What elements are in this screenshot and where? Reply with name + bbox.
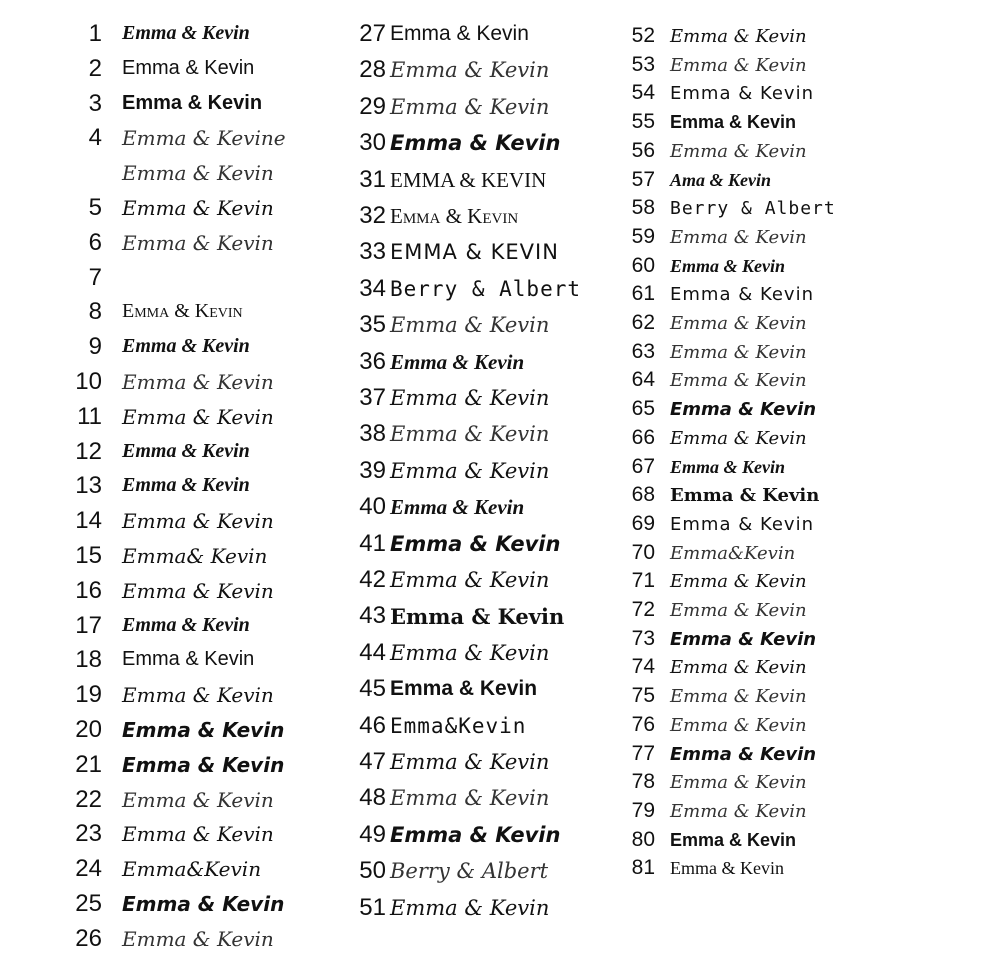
sample-text: Emma & Kevin xyxy=(670,829,797,850)
sample-text: EMMA & KEVIN xyxy=(390,167,547,192)
sample-text: Emma & Kevin xyxy=(390,568,550,592)
sample-text: Emma & Kevin xyxy=(670,140,807,162)
sample-text: Emma & Kevin xyxy=(122,578,274,603)
sample-number: 13 xyxy=(75,472,102,500)
sample-text: Emma & Kevin xyxy=(390,895,550,920)
sample-text: Emma & Kevin xyxy=(390,422,550,447)
sample-text: Emma & Kevin xyxy=(122,509,274,534)
sample-text: Emma & Kevin xyxy=(390,822,561,847)
sample-text: Emma & Kevin xyxy=(390,458,550,483)
sample-number: 67 xyxy=(631,454,655,478)
sample-text: Emma & Kevin xyxy=(122,787,274,812)
sample-text: Emma & Kevin xyxy=(390,22,529,45)
sample-text: Emma & Kevin xyxy=(122,300,243,323)
sample-text: Emma & Kevin xyxy=(390,204,519,228)
sample-number: 21 xyxy=(75,750,102,778)
sample-number: 14 xyxy=(75,507,102,535)
sample-text: Emma&Kevin xyxy=(670,542,796,564)
sample-text: Emma & Kevin xyxy=(390,495,525,520)
sample-text: Berry & Albert xyxy=(670,198,836,220)
sample-text: Emma & Kevin xyxy=(122,683,274,708)
sample-number: 58 xyxy=(631,196,655,220)
sample-number: 51 xyxy=(359,893,386,921)
sample-number: 63 xyxy=(631,339,655,363)
sample-number: 64 xyxy=(631,368,655,392)
sample-number: 3 xyxy=(88,89,102,117)
sample-text: Emma & Kevin xyxy=(122,56,255,79)
sample-number: 11 xyxy=(77,402,102,430)
sample-number: 49 xyxy=(359,820,386,848)
sample-text: Emma & Kevin xyxy=(390,677,538,701)
sample-number: 59 xyxy=(631,224,655,248)
sample-text: Emma & Kevin xyxy=(670,370,807,392)
sample-text: Emma & Kevin xyxy=(390,58,550,83)
sample-text: Emma & Kevin xyxy=(122,370,274,394)
sample-number: 60 xyxy=(631,253,655,277)
sample-number: 35 xyxy=(359,311,386,339)
sample-number: 81 xyxy=(631,856,655,880)
sample-number: 44 xyxy=(359,638,386,666)
sample-text: Emma& Kevin xyxy=(122,544,268,568)
sample-number: 76 xyxy=(631,712,655,736)
sample-number: 55 xyxy=(631,110,655,134)
sample-number: 46 xyxy=(359,711,386,739)
sample-text: Emma & Kevin xyxy=(670,628,817,650)
sample-number: 41 xyxy=(359,529,386,557)
sample-text: Emma & Kevin xyxy=(390,349,525,374)
sample-number: 38 xyxy=(359,420,386,448)
sample-text: Emma & Kevin xyxy=(390,640,550,665)
sample-number: 77 xyxy=(631,741,655,765)
sample-number: 27 xyxy=(359,20,386,47)
sample-text: Emma & Kevin xyxy=(122,22,250,44)
sample-text: Emma & Kevin xyxy=(670,571,807,593)
sample-number: 47 xyxy=(359,748,386,775)
sample-text: Emma & Kevin xyxy=(122,752,285,777)
sample-text: Emma & Kevin xyxy=(390,131,561,156)
sample-text: Emma & Kevin xyxy=(390,94,550,119)
sample-number: 43 xyxy=(359,602,386,630)
sample-text: Emma & Kevin xyxy=(122,335,250,358)
sample-text: Emma & Kevin xyxy=(122,161,274,186)
sample-number: 50 xyxy=(359,857,386,885)
sample-text: Emma & Kevin xyxy=(670,112,797,133)
sample-number: 70 xyxy=(631,540,655,564)
sample-number: 29 xyxy=(359,92,386,120)
sample-text: Emma & Kevin xyxy=(670,427,807,449)
sample-text: Ama & Kevin xyxy=(670,169,772,190)
sample-text: Berry & Albert xyxy=(390,859,549,884)
sample-text: Emma & Kevin xyxy=(670,226,807,248)
sample-number: 71 xyxy=(631,569,655,593)
sample-number: 69 xyxy=(631,511,655,535)
sample-text: Emma & Kevin xyxy=(670,456,786,477)
sample-number: 25 xyxy=(75,890,102,917)
sample-text: Emma & Kevin xyxy=(670,83,814,105)
sample-number: 8 xyxy=(88,298,102,326)
sample-text: Emma & Kevin xyxy=(390,750,550,774)
sample-text: Emma & Kevin xyxy=(122,91,263,114)
sample-text: Emma & Kevin xyxy=(670,657,807,679)
sample-number: 7 xyxy=(88,263,102,291)
sample-number: 1 xyxy=(88,20,102,47)
sample-text: Emma & Kevin xyxy=(670,399,817,421)
sample-number: 19 xyxy=(75,681,102,709)
sample-text: Emma & Kevin xyxy=(670,26,807,47)
sample-text: Emma & Kevin xyxy=(122,230,274,255)
sample-number: 26 xyxy=(75,924,102,952)
sample-text: Emma & Kevin xyxy=(390,313,550,338)
sample-number: 24 xyxy=(75,855,102,883)
sample-text: Emma & Kevin xyxy=(670,54,807,76)
sample-text: Emma & Kevin xyxy=(390,386,550,410)
sample-text: Emma & Kevin xyxy=(122,892,285,916)
sample-text: Emma & Kevin xyxy=(390,531,561,556)
sample-number: 10 xyxy=(75,368,102,395)
sample-text: Emma&Kevin xyxy=(122,857,262,882)
sample-number: 72 xyxy=(631,598,655,621)
sample-text: Emma & Kevin xyxy=(670,800,807,822)
sample-text: Emma & Kevin xyxy=(670,341,807,363)
sample-number: 78 xyxy=(631,770,655,794)
sample-number: 23 xyxy=(75,820,102,848)
sample-number: 80 xyxy=(631,827,655,851)
sample-text: Emma & Kevin xyxy=(122,613,250,636)
sample-number: 54 xyxy=(631,81,655,105)
sample-text: Emma & Kevin xyxy=(122,439,250,462)
sample-number: 33 xyxy=(359,238,386,266)
sample-text: Emma & Kevin xyxy=(122,822,274,847)
sample-text: Emma & Kevin xyxy=(670,743,817,765)
sample-number: 65 xyxy=(631,397,655,421)
sample-number: 73 xyxy=(631,626,655,650)
sample-number: 40 xyxy=(359,493,386,521)
sample-number: 22 xyxy=(75,785,102,813)
sample-number: 66 xyxy=(631,425,655,449)
sample-text: EMMA & KEVIN xyxy=(390,240,559,265)
sample-text: Emma & Kevine xyxy=(122,126,286,151)
sample-number: 4 xyxy=(88,124,102,152)
sample-number: 9 xyxy=(88,333,102,361)
sample-number: 30 xyxy=(359,129,386,157)
sample-text: Berry & Albert xyxy=(390,276,582,301)
sample-text: Emma & Kevin xyxy=(670,600,807,621)
sample-number: 36 xyxy=(359,347,386,375)
sample-text: Emma & Kevin xyxy=(122,196,274,220)
sample-text: Emma & Kevin xyxy=(670,686,807,708)
sample-number: 68 xyxy=(631,483,655,507)
sample-number: 57 xyxy=(631,167,655,191)
sample-text: Emma & Kevin xyxy=(670,513,814,535)
sample-number: 32 xyxy=(359,202,386,229)
sample-text: Emma & Kevin xyxy=(670,255,786,276)
sample-text: Emma&Kevin xyxy=(390,713,527,738)
sample-number: 79 xyxy=(631,798,655,822)
sample-number: 15 xyxy=(75,542,102,569)
sample-number: 5 xyxy=(88,194,102,221)
sample-number: 12 xyxy=(75,437,102,465)
sample-number: 39 xyxy=(359,456,386,484)
sample-text: Emma & Kevin xyxy=(670,284,814,306)
sample-number: 56 xyxy=(631,138,655,162)
sample-text: Emma & Kevin xyxy=(670,858,784,879)
sample-text: Emma & Kevin xyxy=(390,604,565,630)
sample-number: 53 xyxy=(631,52,655,76)
sample-text: Emma & Kevin xyxy=(122,404,274,429)
sample-number: 34 xyxy=(359,274,386,302)
sample-text: Emma & Kevin xyxy=(670,772,807,794)
sample-number: 75 xyxy=(631,684,655,708)
sample-text: Emma & Kevin xyxy=(670,714,807,736)
sample-number: 18 xyxy=(75,646,102,674)
sample-text: Emma & Kevin xyxy=(122,926,274,951)
sample-text: Emma & Kevin xyxy=(122,648,255,671)
sample-number: 61 xyxy=(631,282,655,306)
sample-number: 28 xyxy=(359,56,386,84)
sample-number: 2 xyxy=(88,54,102,82)
sample-text: Emma & Kevin xyxy=(122,718,285,742)
sample-number: 31 xyxy=(359,165,386,193)
sample-number: 37 xyxy=(359,384,386,411)
sample-text: Emma & Kevin xyxy=(390,786,550,811)
sample-number: 52 xyxy=(631,24,655,47)
sample-text: Emma & Kevin xyxy=(670,485,820,507)
sample-number: 17 xyxy=(75,611,102,639)
sample-text: Emma & Kevin xyxy=(122,474,250,497)
sample-text: Emma & Kevin xyxy=(670,313,807,334)
sample-number: 16 xyxy=(75,576,102,604)
sample-number: 6 xyxy=(88,228,102,256)
sample-number: 45 xyxy=(359,675,386,703)
sample-number: 48 xyxy=(359,784,386,812)
sample-number: 62 xyxy=(631,311,655,334)
sample-number: 74 xyxy=(631,655,655,679)
sample-number: 42 xyxy=(359,566,386,593)
sample-number: 20 xyxy=(75,716,102,743)
